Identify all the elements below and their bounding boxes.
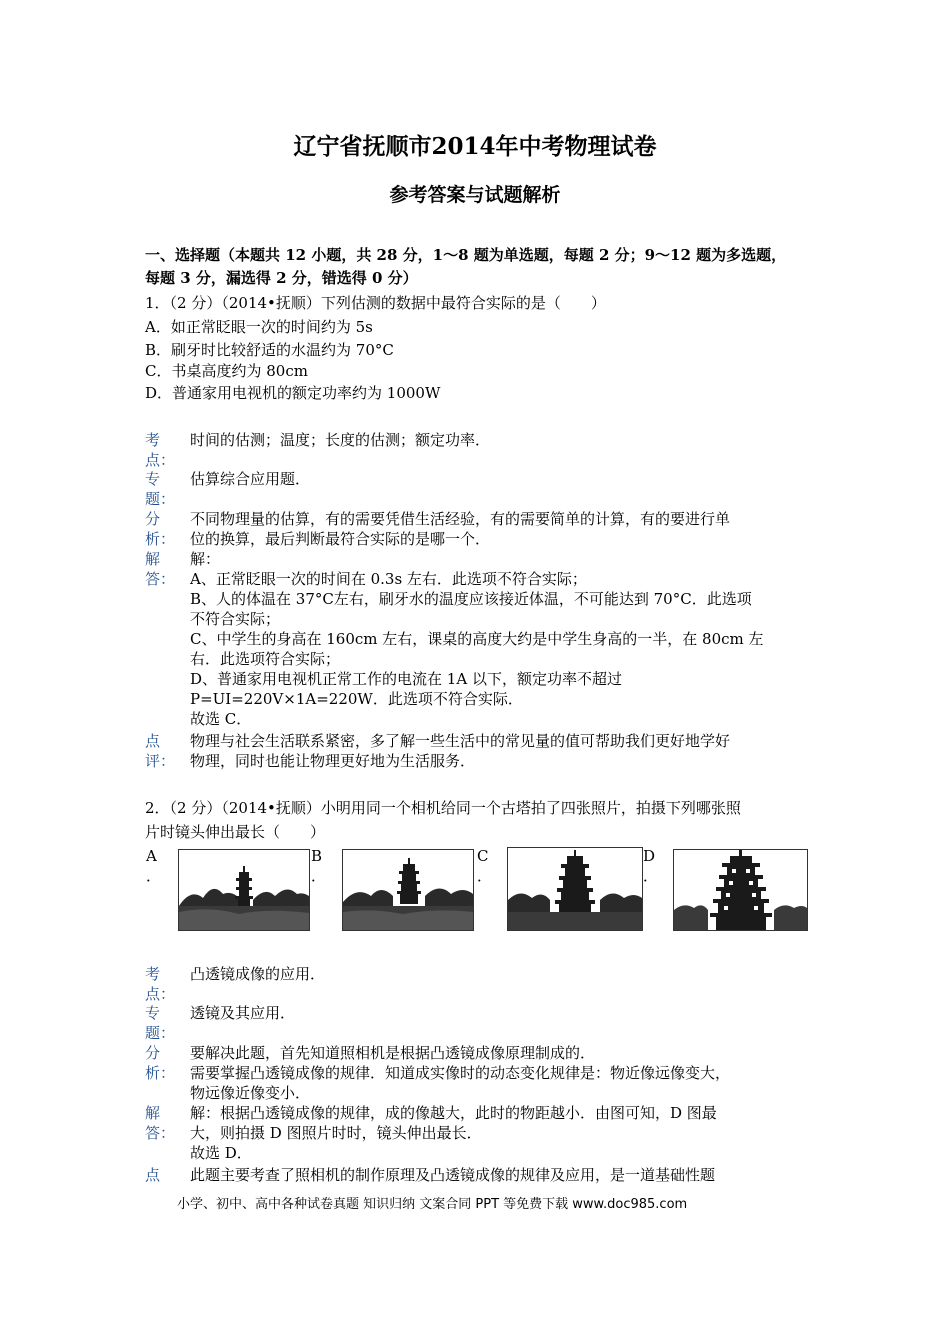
q1-dianping-label-2: 评： [145,752,176,770]
pagoda-photo-c [507,847,643,931]
q2-fenxi-line-1: 要解决此题，首先知道照相机是根据凸透镜成像原理制成的． [190,1044,596,1062]
q1-jieda-line-8: P=UI=220V×1A=220W．此选项不符合实际． [190,690,523,708]
q1-option-a: A．如正常眨眼一次的时间约为 5s [145,318,373,336]
q2-jieda-line-1: 解：根据凸透镜成像的规律，成的像越大，此时的物距越小．由图可知，D 图最 [190,1104,717,1122]
q2-option-c-letter: C [477,847,489,865]
q1-zhuanti-text: 估算综合应用题． [190,470,311,488]
q2-fenxi-label-2: 析： [145,1064,176,1082]
q2-option-c-dot: ． [477,867,493,885]
q2-option-a-letter: A [146,847,157,865]
page-footer: 小学、初中、高中各种试卷真题 知识归纳 文案合同 PPT 等免费下载 www.doc985.com [177,1197,688,1212]
q1-stem: 1．（2 分）（2014•抚顺）下列估测的数据中最符合实际的是（ ） [145,294,606,312]
page-title: 辽宁省抚顺市2014年中考物理试卷 [293,133,657,160]
q1-zhuanti-label-2: 题： [145,490,176,508]
q1-fenxi-line-1: 不同物理量的估算，有的需要凭借生活经验，有的需要简单的计算，有的要进行单 [190,510,731,528]
q2-option-d-dot: ． [643,867,659,885]
q1-jieda-line-4: 不符合实际； [190,610,281,628]
q1-fenxi-label-2: 析： [145,530,176,548]
q2-option-d-letter: D [643,847,656,865]
q2-jieda-label-1: 解 [145,1104,161,1122]
q1-jieda-line-5: C、中学生的身高在 160cm 左右，课桌的高度大约是中学生身高的一半，在 80cm 左 [190,630,764,648]
q2-kaodian-text: 凸透镜成像的应用． [190,965,326,983]
q1-jieda-line-2: A、正常眨眼一次的时间在 0.3s 左右．此选项不符合实际； [190,570,587,588]
q2-jieda-line-3: 故选 D． [190,1144,252,1162]
q1-option-c: C．书桌高度约为 80cm [145,362,308,380]
q2-zhuanti-label-1: 专 [145,1004,161,1022]
q2-jieda-line-2: 大，则拍摄 D 图照片时时，镜头伸出最长． [190,1124,482,1142]
q1-option-b: B．刷牙时比较舒适的水温约为 70°C [145,341,394,359]
q1-jieda-line-6: 右．此选项符合实际； [190,650,341,668]
q1-jieda-line-7: D、普通家用电视机正常工作的电流在 1A 以下，额定功率不超过 [190,670,622,688]
q2-option-a-dot: ． [146,867,162,885]
section-heading-line-1: 一、选择题（本题共 12 小题，共 28 分，1～8 题为单选题，每题 2 分；9～12 题为多选题， [145,246,787,264]
q2-zhuanti-text: 透镜及其应用． [190,1004,296,1022]
q1-kaodian-label-1: 考 [145,431,161,449]
q1-zhuanti-label-1: 专 [145,470,161,488]
q1-jieda-line-9: 故选 C． [190,710,252,728]
q1-jieda-line-3: B、人的体温在 37°C左右，刷牙水的温度应该接近体温，不可能达到 70°C．此选项 [190,590,752,608]
q2-stem-line-2: 片时镜头伸出最长（ ） [145,823,326,841]
q1-jieda-line-1: 解： [190,550,221,568]
q2-option-b-dot: ． [311,867,327,885]
q2-dianping-label-1: 点 [145,1166,161,1184]
q1-dianping-label-1: 点 [145,732,161,750]
q2-fenxi-line-2: 需要掌握凸透镜成像的规律．知道成实像时的动态变化规律是：物近像远像变大， [190,1064,731,1082]
q2-kaodian-label-2: 点： [145,985,176,1003]
q2-option-b-letter: B [311,847,323,865]
q1-option-d: D．普通家用电视机的额定功率约为 1000W [145,384,441,402]
q1-jieda-label-1: 解 [145,550,161,568]
q1-fenxi-label-1: 分 [145,510,161,528]
q1-dianping-line-1: 物理与社会生活联系紧密，多了解一些生活中的常见量的值可帮助我们更好地学好 [190,732,731,750]
q2-jieda-label-2: 答： [145,1124,176,1142]
q1-kaodian-text: 时间的估测；温度；长度的估测；额定功率． [190,431,491,449]
q2-dianping-line-1: 此题主要考查了照相机的制作原理及凸透镜成像的规律及应用，是一道基础性题 [190,1166,716,1184]
q2-fenxi-line-3: 物远像近像变小． [190,1084,311,1102]
section-heading-line-2: 每题 3 分，漏选得 2 分，错选得 0 分） [145,269,418,287]
page-subtitle: 参考答案与试题解析 [389,184,561,206]
q2-zhuanti-label-2: 题： [145,1024,176,1042]
q2-fenxi-label-1: 分 [145,1044,161,1062]
pagoda-photo-a [178,849,310,931]
q1-fenxi-line-2: 位的换算，最后判断最符合实际的是哪一个． [190,530,491,548]
pagoda-photo-b [342,849,474,931]
q1-dianping-line-2: 物理，同时也能让物理更好地为生活服务． [190,752,476,770]
q1-jieda-label-2: 答： [145,570,176,588]
q1-kaodian-label-2: 点： [145,451,176,469]
q2-stem-line-1: 2．（2 分）（2014•抚顺）小明用同一个相机给同一个古塔拍了四张照片，拍摄下列哪张照 [145,799,741,817]
pagoda-photo-d [673,849,808,931]
q2-kaodian-label-1: 考 [145,965,161,983]
